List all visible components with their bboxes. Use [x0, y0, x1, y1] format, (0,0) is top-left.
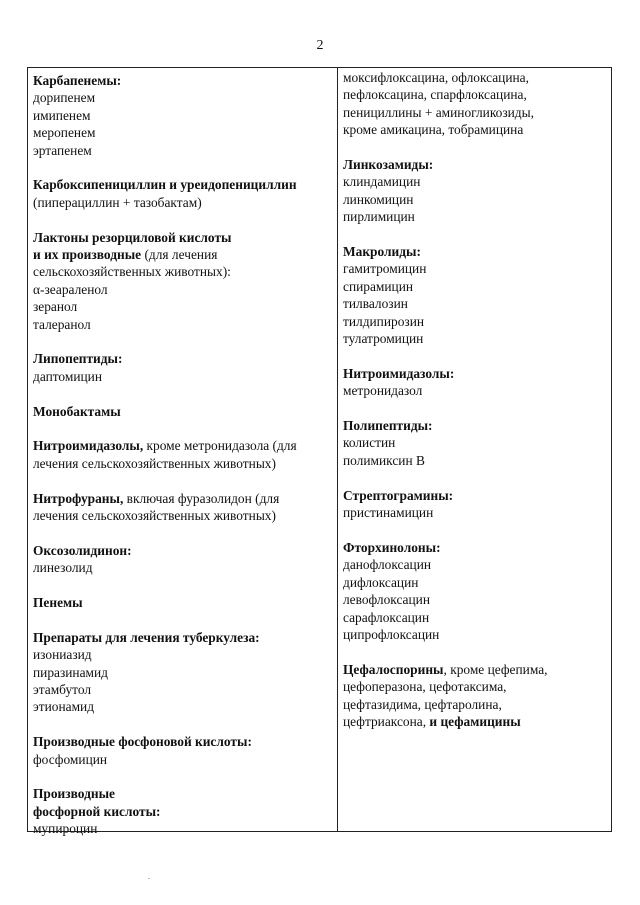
bold-fragment: Цефалоспорины — [343, 661, 444, 677]
list-item: пенициллины + аминогликозиды, — [343, 104, 534, 120]
list-item: пефлоксацина, спарфлоксацина, — [343, 87, 527, 103]
section-penems — [33, 594, 333, 611]
normal-fragment: , кроме цефепима, — [443, 661, 548, 677]
left-column — [28, 68, 338, 837]
normal-fragment: (для лечения — [141, 247, 218, 263]
list-item: мупироцин — [33, 821, 98, 837]
list-item: спирамицин — [343, 278, 414, 294]
normal-fragment: кроме метронидазола (для — [143, 438, 297, 454]
list-item: лечения сельскохозяйственных животных) — [33, 508, 276, 524]
substances-table — [27, 67, 612, 837]
scan-speck — [148, 878, 150, 879]
section-heading: Липопептиды: — [33, 351, 123, 367]
list-item: этамбутол — [33, 682, 92, 698]
section-heading: Нитроимидазолы: — [343, 365, 455, 381]
list-item: сельскохозяйственных животных): — [33, 264, 231, 280]
list-item: зеранол — [33, 299, 78, 315]
section-heading: Лактоны резорциловой кислоты — [33, 229, 232, 245]
section-heading: Монобактамы — [33, 403, 121, 419]
list-item: изониазид — [33, 647, 92, 663]
mixed-line — [343, 661, 607, 678]
bold-fragment: и их производные — [33, 247, 142, 263]
list-item: колистин — [343, 435, 396, 451]
list-item: цефоперазона, цефотаксима, — [343, 679, 507, 695]
right-column — [338, 68, 611, 831]
list-item: метронидазол — [343, 383, 423, 399]
section-heading: Фторхинолоны: — [343, 539, 441, 555]
list-item: дорипенем — [33, 90, 96, 106]
section-heading: Линкозамиды: — [343, 157, 434, 173]
list-item: этионамид — [33, 699, 95, 715]
list-item: фосфомицин — [33, 751, 108, 767]
page-number: 2 — [316, 38, 324, 53]
list-item: талеранол — [33, 316, 91, 332]
section-lincosamides — [343, 156, 607, 226]
section-nitrofurans — [33, 490, 333, 525]
section-phosphonic-acid — [33, 733, 333, 768]
normal-fragment: включая фуразолидон (для — [123, 490, 280, 506]
section-monobactams — [33, 403, 333, 420]
list-item: пристинамицин — [343, 505, 434, 521]
section-carboxypenicillin — [33, 176, 333, 211]
section-fluoroquinolones — [343, 539, 607, 643]
list-item: кроме амикацина, тобрамицина — [343, 122, 524, 138]
section-heading: Карбапенемы: — [33, 73, 122, 88]
mixed-line — [33, 246, 333, 263]
list-item: линкомицин — [343, 191, 414, 207]
section-heading: Макролиды: — [343, 244, 421, 260]
section-heading: Полипептиды: — [343, 418, 433, 434]
mixed-line — [33, 490, 333, 507]
list-item: линезолид — [33, 560, 93, 576]
section-heading: Производные фосфоновой кислоты: — [33, 734, 252, 750]
section-heading: Карбоксипенициллин и уреидопенициллин — [33, 177, 297, 193]
list-item: (пиперациллин + тазобактам) — [33, 194, 202, 210]
bold-fragment: и цефамицины — [429, 713, 521, 729]
section-phosphoric-acid — [33, 785, 333, 837]
section-polypeptides — [343, 417, 607, 469]
list-item: клиндамицин — [343, 174, 421, 190]
list-item: пирлимицин — [343, 209, 415, 225]
mixed-line — [343, 713, 607, 730]
list-item: лечения сельскохозяйственных животных) — [33, 455, 276, 471]
section-heading: Препараты для лечения туберкулеза: — [33, 629, 260, 645]
list-item: меропенем — [33, 125, 96, 141]
bold-fragment: Нитроимидазолы, — [33, 438, 144, 454]
list-item: дифлоксацин — [343, 574, 419, 590]
list-item: даптомицин — [33, 368, 102, 384]
list-item: левофлоксацин — [343, 592, 430, 608]
section-cephalosporins — [343, 661, 607, 731]
list-item: цефтазидима, цефтаролина, — [343, 696, 502, 712]
section-heading: Пенемы — [33, 595, 83, 611]
section-tuberculosis-drugs — [33, 629, 333, 716]
list-item: тулатромицин — [343, 331, 424, 347]
section-nitroimidazoles-left — [33, 437, 333, 472]
bold-fragment: Нитрофураны, — [33, 490, 124, 506]
list-item: ципрофлоксацин — [343, 626, 440, 642]
list-item: тилдипирозин — [343, 313, 425, 329]
section-nitroimidazoles-right — [343, 365, 607, 400]
section-heading: Оксозолидинон: — [33, 542, 132, 558]
section-fluoroquinolones-continued — [343, 69, 607, 139]
section-carbapenems — [33, 72, 333, 159]
list-item: сарафлоксацин — [343, 609, 430, 625]
section-heading: Стрептограмины: — [343, 487, 454, 503]
section-macrolides — [343, 243, 607, 347]
list-item: пиразинамид — [33, 664, 108, 680]
list-item: данофлоксацин — [343, 557, 432, 573]
list-item: моксифлоксацина, офлоксацина, — [343, 70, 529, 85]
section-heading: фосфорной кислоты: — [33, 803, 161, 819]
list-item: тилвалозин — [343, 296, 408, 312]
mixed-line — [33, 437, 333, 454]
list-item: полимиксин В — [343, 452, 425, 468]
list-item: α-зеараленол — [33, 281, 108, 297]
normal-fragment: цефтриаксона, — [343, 713, 430, 729]
section-streptogramins — [343, 487, 607, 522]
section-resorcylic-lactones — [33, 229, 333, 333]
list-item: имипенем — [33, 107, 91, 123]
section-oxazolidinone — [33, 542, 333, 577]
section-lipopeptides — [33, 350, 333, 385]
section-heading: Производные — [33, 786, 115, 802]
list-item: гамитромицин — [343, 261, 427, 277]
list-item: эртапенем — [33, 142, 92, 158]
